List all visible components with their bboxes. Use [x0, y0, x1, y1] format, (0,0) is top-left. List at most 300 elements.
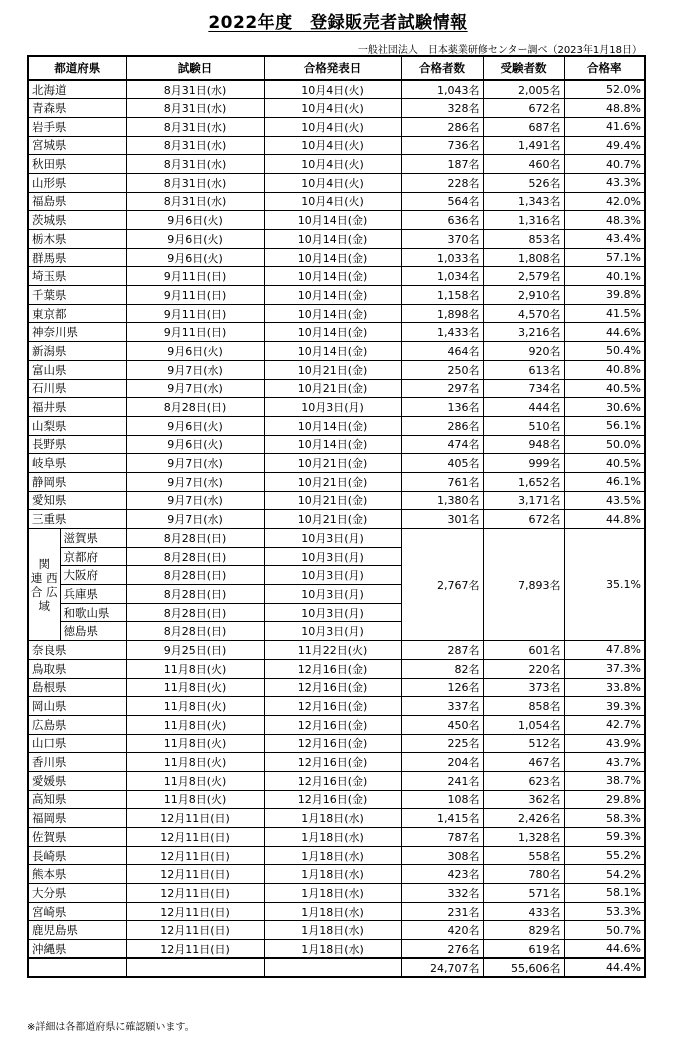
table-row [28, 416, 645, 435]
prefecture-cell: 青森県 [28, 99, 126, 118]
prefecture-cell: 大分県 [28, 884, 126, 903]
passed-cell: 736名 [401, 136, 483, 155]
table-row [28, 790, 645, 809]
table-row [28, 491, 645, 510]
passed-cell: 787名 [401, 828, 483, 847]
pass-rate-cell: 44.8% [564, 510, 645, 529]
exam-date-cell: 11月8日(火) [126, 678, 264, 697]
examinees-cell: 2,579名 [483, 267, 564, 286]
pass-rate-cell: 57.1% [564, 248, 645, 267]
examinees-cell: 512名 [483, 734, 564, 753]
passed-cell: 204名 [401, 753, 483, 772]
prefecture-cell: 鹿児島県 [28, 921, 126, 940]
examinees-cell: 460名 [483, 155, 564, 174]
pass-rate-cell: 48.3% [564, 211, 645, 230]
pass-rate-cell: 44.6% [564, 940, 645, 959]
announce-date-cell: 10月4日(火) [264, 155, 401, 174]
exam-date-cell: 8月28日(日) [126, 398, 264, 417]
table-row [28, 267, 645, 286]
exam-date-cell: 9月6日(火) [126, 435, 264, 454]
header-announce-date: 合格発表日 [264, 56, 401, 80]
exam-date-cell: 11月8日(火) [126, 715, 264, 734]
footnote: ※詳細は各都道府県に確認願います。 [27, 1022, 195, 1033]
prefecture-cell: 群馬県 [28, 248, 126, 267]
pass-rate-cell: 43.3% [564, 173, 645, 192]
examinees-cell: 601名 [483, 641, 564, 660]
prefecture-cell: 島根県 [28, 678, 126, 697]
passed-cell: 187名 [401, 155, 483, 174]
pass-rate-cell: 59.3% [564, 828, 645, 847]
prefecture-cell: 高知県 [28, 790, 126, 809]
announce-date-cell: 10月3日(月) [264, 622, 401, 641]
exam-date-cell: 11月8日(火) [126, 734, 264, 753]
pass-rate-cell: 52.0% [564, 80, 645, 99]
table-row [28, 435, 645, 454]
exam-date-cell: 8月31日(水) [126, 80, 264, 99]
exam-date-cell: 12月11日(日) [126, 884, 264, 903]
exam-date-cell: 9月6日(火) [126, 230, 264, 249]
exam-date-cell: 11月8日(火) [126, 697, 264, 716]
pass-rate-cell: 43.5% [564, 491, 645, 510]
passed-cell: 82名 [401, 659, 483, 678]
prefecture-cell: 長崎県 [28, 846, 126, 865]
table-row [28, 809, 645, 828]
examinees-cell: 853名 [483, 230, 564, 249]
table-row [28, 323, 645, 342]
exam-date-cell: 11月8日(火) [126, 790, 264, 809]
pass-rate-cell: 43.4% [564, 230, 645, 249]
pass-rate-cell: 38.7% [564, 771, 645, 790]
pass-rate-cell: 50.7% [564, 921, 645, 940]
table-row [28, 248, 645, 267]
table-row [28, 828, 645, 847]
pass-rate-cell: 40.1% [564, 267, 645, 286]
prefecture-cell: 神奈川県 [28, 323, 126, 342]
announce-date-cell: 1月18日(水) [264, 846, 401, 865]
total-empty-cell [28, 958, 126, 977]
examinees-cell: 220名 [483, 659, 564, 678]
table-row [28, 641, 645, 660]
passed-cell: 1,033名 [401, 248, 483, 267]
announce-date-cell: 11月22日(火) [264, 641, 401, 660]
region-label-line: 合 広 [30, 584, 58, 599]
kansai-passed-cell: 2,767名 [401, 529, 483, 641]
examinees-cell: 672名 [483, 99, 564, 118]
region-label-line: 連 西 [30, 570, 58, 585]
passed-cell: 276名 [401, 940, 483, 959]
announce-date-cell: 10月21日(金) [264, 360, 401, 379]
prefecture-cell: 秋田県 [28, 155, 126, 174]
prefecture-cell: 静岡県 [28, 472, 126, 491]
exam-date-cell: 9月25日(日) [126, 641, 264, 660]
passed-cell: 405名 [401, 454, 483, 473]
examinees-cell: 2,426名 [483, 809, 564, 828]
prefecture-cell: 佐賀県 [28, 828, 126, 847]
pass-rate-cell: 43.7% [564, 753, 645, 772]
announce-date-cell: 10月14日(金) [264, 416, 401, 435]
examinees-cell: 1,316名 [483, 211, 564, 230]
table-row [28, 379, 645, 398]
prefecture-cell: 新潟県 [28, 342, 126, 361]
announce-date-cell: 10月14日(金) [264, 304, 401, 323]
passed-cell: 301名 [401, 510, 483, 529]
examinees-cell: 510名 [483, 416, 564, 435]
examinees-cell: 999名 [483, 454, 564, 473]
table-row [28, 846, 645, 865]
prefecture-cell: 山形県 [28, 173, 126, 192]
passed-cell: 1,415名 [401, 809, 483, 828]
announce-date-cell: 1月18日(水) [264, 809, 401, 828]
pass-rate-cell: 43.9% [564, 734, 645, 753]
exam-date-cell: 8月31日(水) [126, 117, 264, 136]
pass-rate-cell: 30.6% [564, 398, 645, 417]
announce-date-cell: 1月18日(水) [264, 865, 401, 884]
exam-date-cell: 12月11日(日) [126, 902, 264, 921]
table-row [28, 155, 645, 174]
announce-date-cell: 10月21日(金) [264, 510, 401, 529]
header-prefecture: 都道府県 [28, 56, 126, 80]
pass-rate-cell: 29.8% [564, 790, 645, 809]
examinees-cell: 433名 [483, 902, 564, 921]
prefecture-cell: 富山県 [28, 360, 126, 379]
table-row [28, 734, 645, 753]
passed-cell: 332名 [401, 884, 483, 903]
examinees-cell: 362名 [483, 790, 564, 809]
table-row [28, 454, 645, 473]
kansai-region-label [28, 529, 60, 641]
pass-rate-cell: 58.1% [564, 884, 645, 903]
pass-rate-cell: 39.3% [564, 697, 645, 716]
examinees-cell: 444名 [483, 398, 564, 417]
table-row [28, 99, 645, 118]
examinees-cell: 1,652名 [483, 472, 564, 491]
examinees-cell: 373名 [483, 678, 564, 697]
exam-date-cell: 9月6日(火) [126, 211, 264, 230]
total-examinees-cell: 55,606名 [483, 958, 564, 977]
prefecture-cell: 愛知県 [28, 491, 126, 510]
exam-date-cell: 12月11日(日) [126, 809, 264, 828]
passed-cell: 337名 [401, 697, 483, 716]
pass-rate-cell: 46.1% [564, 472, 645, 491]
total-pass-rate-cell: 44.4% [564, 958, 645, 977]
announce-date-cell: 10月14日(金) [264, 323, 401, 342]
announce-date-cell: 12月16日(金) [264, 753, 401, 772]
passed-cell: 241名 [401, 771, 483, 790]
announce-date-cell: 10月3日(月) [264, 566, 401, 585]
prefecture-cell: 奈良県 [28, 641, 126, 660]
examinees-cell: 4,570名 [483, 304, 564, 323]
passed-cell: 1,380名 [401, 491, 483, 510]
examinees-cell: 1,054名 [483, 715, 564, 734]
examinees-cell: 2,005名 [483, 80, 564, 99]
passed-cell: 328名 [401, 99, 483, 118]
pass-rate-cell: 55.2% [564, 846, 645, 865]
prefecture-cell: 東京都 [28, 304, 126, 323]
passed-cell: 136名 [401, 398, 483, 417]
announce-date-cell: 12月16日(金) [264, 734, 401, 753]
passed-cell: 1,043名 [401, 80, 483, 99]
table-row [28, 697, 645, 716]
announce-date-cell: 10月14日(金) [264, 267, 401, 286]
prefecture-cell: 愛媛県 [28, 771, 126, 790]
announce-date-cell: 10月14日(金) [264, 342, 401, 361]
exam-date-cell: 8月31日(水) [126, 192, 264, 211]
pass-rate-cell: 53.3% [564, 902, 645, 921]
region-label-line: 域 [38, 598, 50, 613]
pass-rate-cell: 56.1% [564, 416, 645, 435]
table-row [28, 117, 645, 136]
examinees-cell: 558名 [483, 846, 564, 865]
passed-cell: 287名 [401, 641, 483, 660]
examinees-cell: 3,171名 [483, 491, 564, 510]
examinees-cell: 2,910名 [483, 286, 564, 305]
table-row [28, 884, 645, 903]
table-row [28, 921, 645, 940]
examinees-cell: 619名 [483, 940, 564, 959]
pass-rate-cell: 47.8% [564, 641, 645, 660]
header-exam-date: 試験日 [126, 56, 264, 80]
passed-cell: 1,158名 [401, 286, 483, 305]
total-passed-cell: 24,707名 [401, 958, 483, 977]
prefecture-cell: 和歌山県 [60, 603, 126, 622]
table-row [28, 398, 645, 417]
announce-date-cell: 1月18日(水) [264, 884, 401, 903]
examinees-cell: 3,216名 [483, 323, 564, 342]
prefecture-cell: 山梨県 [28, 416, 126, 435]
table-row [28, 286, 645, 305]
pass-rate-cell: 40.7% [564, 155, 645, 174]
table-row [28, 230, 645, 249]
exam-date-cell: 8月28日(日) [126, 603, 264, 622]
announce-date-cell: 10月14日(金) [264, 435, 401, 454]
pass-rate-cell: 40.8% [564, 360, 645, 379]
total-empty-cell [264, 958, 401, 977]
kansai-examinees-cell: 7,893名 [483, 529, 564, 641]
prefecture-cell: 北海道 [28, 80, 126, 99]
prefecture-cell: 熊本県 [28, 865, 126, 884]
table-row [28, 360, 645, 379]
exam-date-cell: 8月31日(水) [126, 155, 264, 174]
pass-rate-cell: 40.5% [564, 454, 645, 473]
exam-date-cell: 8月28日(日) [126, 547, 264, 566]
announce-date-cell: 1月18日(水) [264, 921, 401, 940]
prefecture-cell: 宮城県 [28, 136, 126, 155]
prefecture-cell: 茨城県 [28, 211, 126, 230]
announce-date-cell: 10月4日(火) [264, 99, 401, 118]
prefecture-cell: 滋賀県 [60, 529, 126, 548]
passed-cell: 761名 [401, 472, 483, 491]
passed-cell: 423名 [401, 865, 483, 884]
pass-rate-cell: 58.3% [564, 809, 645, 828]
prefecture-cell: 岡山県 [28, 697, 126, 716]
header-row [28, 56, 645, 80]
exam-date-cell: 11月8日(火) [126, 753, 264, 772]
passed-cell: 564名 [401, 192, 483, 211]
passed-cell: 1,433名 [401, 323, 483, 342]
table-row [28, 510, 645, 529]
prefecture-cell: 宮崎県 [28, 902, 126, 921]
announce-date-cell: 10月3日(月) [264, 603, 401, 622]
examinees-cell: 687名 [483, 117, 564, 136]
table-row [28, 715, 645, 734]
passed-cell: 464名 [401, 342, 483, 361]
exam-date-cell: 12月11日(日) [126, 828, 264, 847]
exam-date-cell: 12月11日(日) [126, 865, 264, 884]
exam-date-cell: 9月7日(水) [126, 510, 264, 529]
examinees-cell: 613名 [483, 360, 564, 379]
announce-date-cell: 10月3日(月) [264, 529, 401, 548]
passed-cell: 231名 [401, 902, 483, 921]
source-note: 一般社団法人 日本薬業研修センター調べ（2023年1月18日） [357, 45, 642, 56]
table-row [28, 472, 645, 491]
passed-cell: 308名 [401, 846, 483, 865]
announce-date-cell: 10月3日(月) [264, 398, 401, 417]
exam-date-cell: 8月28日(日) [126, 566, 264, 585]
announce-date-cell: 10月21日(金) [264, 379, 401, 398]
kansai-row [28, 529, 645, 548]
passed-cell: 636名 [401, 211, 483, 230]
prefecture-cell: 石川県 [28, 379, 126, 398]
passed-cell: 474名 [401, 435, 483, 454]
announce-date-cell: 10月14日(金) [264, 248, 401, 267]
page-title: 2022年度 登録販売者試験情報 [208, 13, 468, 33]
pass-rate-cell: 50.4% [564, 342, 645, 361]
region-label-line: 関 [38, 556, 50, 571]
exam-date-cell: 9月7日(水) [126, 379, 264, 398]
prefecture-cell: 兵庫県 [60, 585, 126, 604]
exam-date-cell: 8月28日(日) [126, 585, 264, 604]
announce-date-cell: 12月16日(金) [264, 678, 401, 697]
passed-cell: 450名 [401, 715, 483, 734]
examinees-cell: 829名 [483, 921, 564, 940]
announce-date-cell: 12月16日(金) [264, 659, 401, 678]
table-row [28, 771, 645, 790]
exam-date-cell: 12月11日(日) [126, 940, 264, 959]
announce-date-cell: 12月16日(金) [264, 697, 401, 716]
announce-date-cell: 10月14日(金) [264, 286, 401, 305]
exam-date-cell: 11月8日(火) [126, 771, 264, 790]
passed-cell: 286名 [401, 416, 483, 435]
announce-date-cell: 10月21日(金) [264, 454, 401, 473]
pass-rate-cell: 39.8% [564, 286, 645, 305]
passed-cell: 225名 [401, 734, 483, 753]
announce-date-cell: 1月18日(水) [264, 828, 401, 847]
examinees-cell: 467名 [483, 753, 564, 772]
pass-rate-cell: 41.6% [564, 117, 645, 136]
announce-date-cell: 10月14日(金) [264, 211, 401, 230]
announce-date-cell: 10月4日(火) [264, 192, 401, 211]
pass-rate-cell: 42.7% [564, 715, 645, 734]
table-row [28, 753, 645, 772]
prefecture-cell: 京都府 [60, 547, 126, 566]
examinees-cell: 672名 [483, 510, 564, 529]
announce-date-cell: 10月21日(金) [264, 491, 401, 510]
pass-rate-cell: 44.6% [564, 323, 645, 342]
table-row [28, 342, 645, 361]
passed-cell: 370名 [401, 230, 483, 249]
announce-date-cell: 10月4日(火) [264, 173, 401, 192]
table-row [28, 136, 645, 155]
prefecture-cell: 香川県 [28, 753, 126, 772]
pass-rate-cell: 37.3% [564, 659, 645, 678]
prefecture-cell: 栃木県 [28, 230, 126, 249]
announce-date-cell: 10月14日(金) [264, 230, 401, 249]
prefecture-cell: 徳島県 [60, 622, 126, 641]
passed-cell: 228名 [401, 173, 483, 192]
exam-date-cell: 8月28日(日) [126, 622, 264, 641]
exam-date-cell: 9月11日(日) [126, 304, 264, 323]
passed-cell: 1,034名 [401, 267, 483, 286]
header-examinees: 受験者数 [483, 56, 564, 80]
table-row [28, 940, 645, 959]
table-row [28, 865, 645, 884]
exam-date-cell: 9月7日(水) [126, 472, 264, 491]
header-passed: 合格者数 [401, 56, 483, 80]
table-row [28, 173, 645, 192]
exam-date-cell: 9月6日(火) [126, 342, 264, 361]
examinees-cell: 623名 [483, 771, 564, 790]
pass-rate-cell: 33.8% [564, 678, 645, 697]
exam-date-cell: 9月7日(水) [126, 491, 264, 510]
announce-date-cell: 1月18日(水) [264, 940, 401, 959]
announce-date-cell: 12月16日(金) [264, 715, 401, 734]
pass-rate-cell: 41.5% [564, 304, 645, 323]
announce-date-cell: 10月4日(火) [264, 117, 401, 136]
table-row [28, 80, 645, 99]
exam-date-cell: 9月6日(火) [126, 416, 264, 435]
examinees-cell: 734名 [483, 379, 564, 398]
announce-date-cell: 12月16日(金) [264, 790, 401, 809]
exam-date-cell: 12月11日(日) [126, 921, 264, 940]
passed-cell: 1,898名 [401, 304, 483, 323]
prefecture-cell: 鳥取県 [28, 659, 126, 678]
examinees-cell: 1,808名 [483, 248, 564, 267]
exam-date-cell: 8月28日(日) [126, 529, 264, 548]
exam-date-cell: 8月31日(水) [126, 136, 264, 155]
prefecture-cell: 福島県 [28, 192, 126, 211]
prefecture-cell: 沖縄県 [28, 940, 126, 959]
table-row [28, 211, 645, 230]
prefecture-cell: 山口県 [28, 734, 126, 753]
total-row [28, 958, 645, 977]
pass-rate-cell: 54.2% [564, 865, 645, 884]
kansai-pass-rate-cell: 35.1% [564, 529, 645, 641]
examinees-cell: 571名 [483, 884, 564, 903]
header-pass-rate: 合格率 [564, 56, 645, 80]
examinees-cell: 858名 [483, 697, 564, 716]
prefecture-cell: 三重県 [28, 510, 126, 529]
pass-rate-cell: 40.5% [564, 379, 645, 398]
pass-rate-cell: 49.4% [564, 136, 645, 155]
exam-date-cell: 12月11日(日) [126, 846, 264, 865]
announce-date-cell: 10月21日(金) [264, 472, 401, 491]
passed-cell: 250名 [401, 360, 483, 379]
exam-date-cell: 9月7日(水) [126, 360, 264, 379]
exam-date-cell: 9月11日(日) [126, 286, 264, 305]
exam-date-cell: 9月6日(火) [126, 248, 264, 267]
announce-date-cell: 10月4日(火) [264, 80, 401, 99]
pass-rate-cell: 48.8% [564, 99, 645, 118]
pass-rate-cell: 50.0% [564, 435, 645, 454]
exam-table [27, 55, 646, 978]
exam-date-cell: 9月7日(水) [126, 454, 264, 473]
passed-cell: 108名 [401, 790, 483, 809]
prefecture-cell: 大阪府 [60, 566, 126, 585]
prefecture-cell: 広島県 [28, 715, 126, 734]
examinees-cell: 526名 [483, 173, 564, 192]
passed-cell: 420名 [401, 921, 483, 940]
table-row [28, 192, 645, 211]
